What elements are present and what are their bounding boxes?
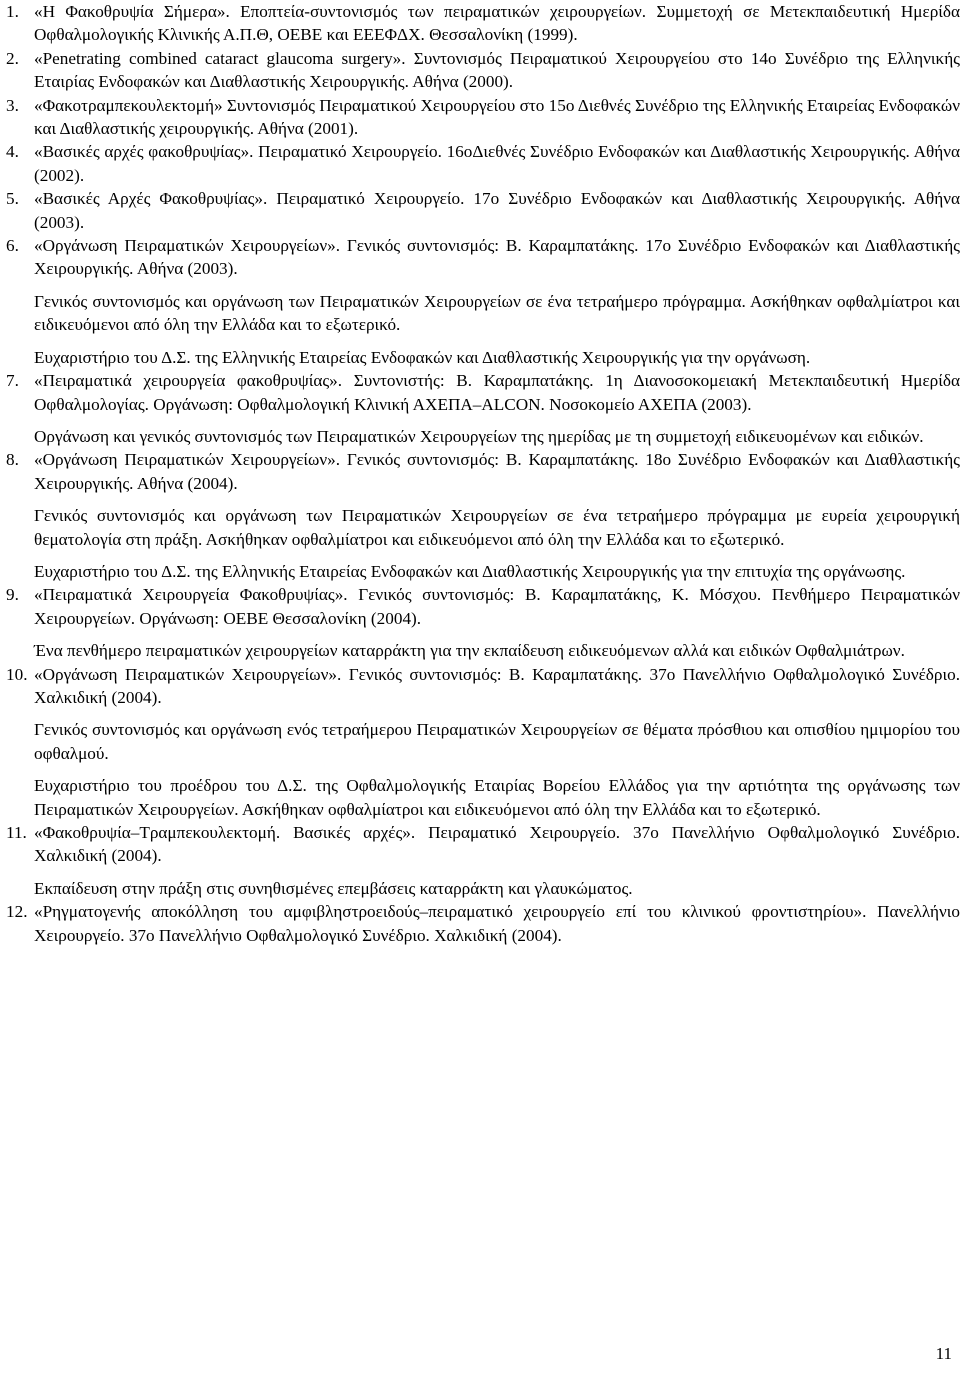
- list-item-text: «Πειραματικά Χειρουργεία Φακοθρυψίας». Γενικός συντονισμός: Β. Καραμπατάκης, Κ. Μόσχου. Πενθήμερο Πειραματικών Χειρουργείων. Οργάνωση: ΟΕΒΕ Θεσσαλονίκη (2004).: [34, 585, 960, 628]
- list-item-note: Ευχαριστήριο του προέδρου του Δ.Σ. της Οφθαλμολογικής Εταιρίας Βορείου Ελλάδος για την αρτιότητα της οργάνωσης των Πειραματικών Χειρουργείων. Ασκήθηκαν οφθαλμίατροι και ειδικευόμενοι από όλη την Ελλάδα και το εξωτερικό.: [34, 776, 960, 819]
- list-item: [6, 821, 960, 900]
- list-item-text: «Πειραματικά χειρουργεία φακοθρυψίας». Συντονιστής: Β. Καραμπατάκης. 1η Διανοσοκομειακή Μετεκπαιδευτική Ημερίδα Οφθαλμολογίας. Οργάνωση: Οφθαλμολογική Κλινική ΑΧΕΠΑ–ALCON. Νοσοκομείο ΑΧΕΠΑ (2003).: [34, 371, 960, 414]
- list-item-number: 2.: [6, 48, 19, 68]
- list-item-number: 8.: [6, 450, 19, 470]
- list-item: [6, 187, 960, 234]
- list-item-text: «Ρηγματογενής αποκόλληση του αμφιβληστροειδούς–πειραματικό χειρουργείο επί του κλινικού φροντιστηρίου». Πανελλήνιο Χειρουργείο. 37ο Πανελλήνιο Οφθαλμολογικό Συνέδριο. Χαλκιδική (2004).: [34, 902, 960, 945]
- list-item: [6, 663, 960, 821]
- list-item-note: Εκπαίδευση στην πράξη στις συνηθισμένες επεμβάσεις καταρράκτη και γλαυκώματος.: [34, 878, 633, 898]
- list-item-text: «Βασικές αρχές φακοθρυψίας». Πειραματικό Χειρουργείο. 16οΔιεθνές Συνέδριο Ενδοφακών και Διαθλαστικής Χειρουργικής. Αθήνα (2002).: [34, 142, 960, 185]
- list-item: [6, 234, 960, 369]
- list-item-text: «Φακοθρυψία–Τραμπεκουλεκτομή. Βασικές αρχές». Πειραματικό Χειρουργείο. 37ο Πανελλήνιο Οφθαλμολογικό Συνέδριο. Χαλκιδική (2004).: [34, 823, 960, 866]
- list-item: [6, 0, 960, 47]
- list-item-number: 10.: [6, 664, 28, 684]
- list-item-text: «Οργάνωση Πειραματικών Χειρουργείων». Γενικός συντονισμός: Β. Καραμπατάκης. 37ο Πανελλήνιο Οφθαλμολογικό Συνέδριο. Χαλκιδική (2004).: [34, 664, 960, 707]
- list-item: [6, 47, 960, 94]
- list-item-text: «Οργάνωση Πειραματικών Χειρουργείων». Γενικός συντονισμός: Β. Καραμπατάκης. 18ο Συνέδριο Ενδοφακών και Διαθλαστικής Χειρουργικής. Αθήνα (2004).: [34, 450, 960, 493]
- list-item-number: 7.: [6, 371, 19, 391]
- list-item-number: 4.: [6, 142, 19, 162]
- list-item-number: 5.: [6, 189, 19, 209]
- list-item-number: 12.: [6, 902, 28, 922]
- list-item-number: 6.: [6, 236, 19, 256]
- list-item: [6, 900, 960, 947]
- page-number: 11: [935, 1344, 952, 1363]
- list-item: [6, 369, 960, 448]
- list-item-text: «Οργάνωση Πειραματικών Χειρουργείων». Γενικός συντονισμός: Β. Καραμπατάκης. 17ο Συνέδριο Ενδοφακών και Διαθλαστικής Χειρουργικής. Αθήνα (2003).: [34, 236, 960, 279]
- list-item-text: «Βασικές Αρχές Φακοθρυψίας». Πειραματικό Χειρουργείο. 17ο Συνέδριο Ενδοφακών και Διαθλαστικής Χειρουργικής. Αθήνα (2003).: [34, 189, 960, 232]
- list-item-note: Ευχαριστήριο του Δ.Σ. της Ελληνικής Εταιρείας Ενδοφακών και Διαθλαστικής Χειρουργικής για την επιτυχία της οργάνωσης.: [34, 561, 906, 581]
- list-item-number: 1.: [6, 2, 19, 21]
- list-item-text: «Penetrating combined cataract glaucoma surgery». Συντονισμός Πειραματικού Χειρουργείου στο 14ο Συνέδριο της Ελληνικής Εταιρίας Ενδοφακών και Διαθλαστικής Χειρουργικής. Αθήνα (2000).: [34, 48, 960, 92]
- list-item-note: Οργάνωση και γενικός συντονισμός των Πειραματικών Χειρουργείων της ημερίδας με τη συμμετοχή ειδικευομένων και ειδικών.: [34, 426, 924, 446]
- list-item-number: 3.: [6, 95, 19, 115]
- list-item: [6, 583, 960, 662]
- list-item-text: «Φακοτραμπεκουλεκτομή» Συντονισμός Πειραματικού Χειρουργείου στο 15ο Διεθνές Συνέδριο της Ελληνικής Εταιρείας Ενδοφακών και Διαθλαστικής χειρουργικής. Αθήνα (2001).: [34, 95, 960, 139]
- list-item: [6, 140, 960, 187]
- list-item-number: 9.: [6, 585, 19, 605]
- list-item: [6, 448, 960, 583]
- list-item-note: Γενικός συντονισμός και οργάνωση των Πειραματικών Χειρουργείων σε ένα τετραήμερο πρόγραμμα. Ασκήθηκαν οφθαλμίατροι και ειδικευόμενοι από όλη την Ελλάδα και το εξωτερικό.: [34, 291, 960, 335]
- list-item-note: Γενικός συντονισμός και οργάνωση ενός τετραήμερου Πειραματικών Χειρουργείων σε θέματα πρόσθιου και οπισθίου ημιμορίου του οφθαλμού.: [34, 720, 960, 763]
- list-item-text: «Η Φακοθρυψία Σήμερα». Εποπτεία-συντονισμός των πειραματικών χειρουργείων. Συμμετοχή σε Μετεκπαιδευτική Ημερίδα Οφθαλμολογικής Κλινικής Α.Π.Θ, ΟΕΒΕ και ΕΕΕΦΔΧ. Θεσσαλονίκη (1999).: [34, 2, 960, 45]
- list-item: [6, 94, 960, 141]
- list-item-number: 11.: [6, 823, 27, 842]
- list-item-note: Ευχαριστήριο του Δ.Σ. της Ελληνικής Εταιρείας Ενδοφακών και Διαθλαστικής Χειρουργικής για την οργάνωση.: [34, 347, 811, 367]
- list-item-note: Ένα πενθήμερο πειραματικών χειρουργείων καταρράκτη για την εκπαίδευση ειδικευόμενων αλλά και ειδικών Οφθαλμιάτρων.: [34, 641, 905, 661]
- numbered-list: [6, 0, 960, 947]
- list-item-note: Γενικός συντονισμός και οργάνωση των Πειραματικών Χειρουργείων σε ένα τετραήμερο πρόγραμμα με ευρεία χειρουργική θεματολογία στη πράξη. Ασκήθηκαν οφθαλμίατροι και ειδικευόμενοι από όλη την Ελλάδα και το εξωτερικό.: [34, 506, 960, 549]
